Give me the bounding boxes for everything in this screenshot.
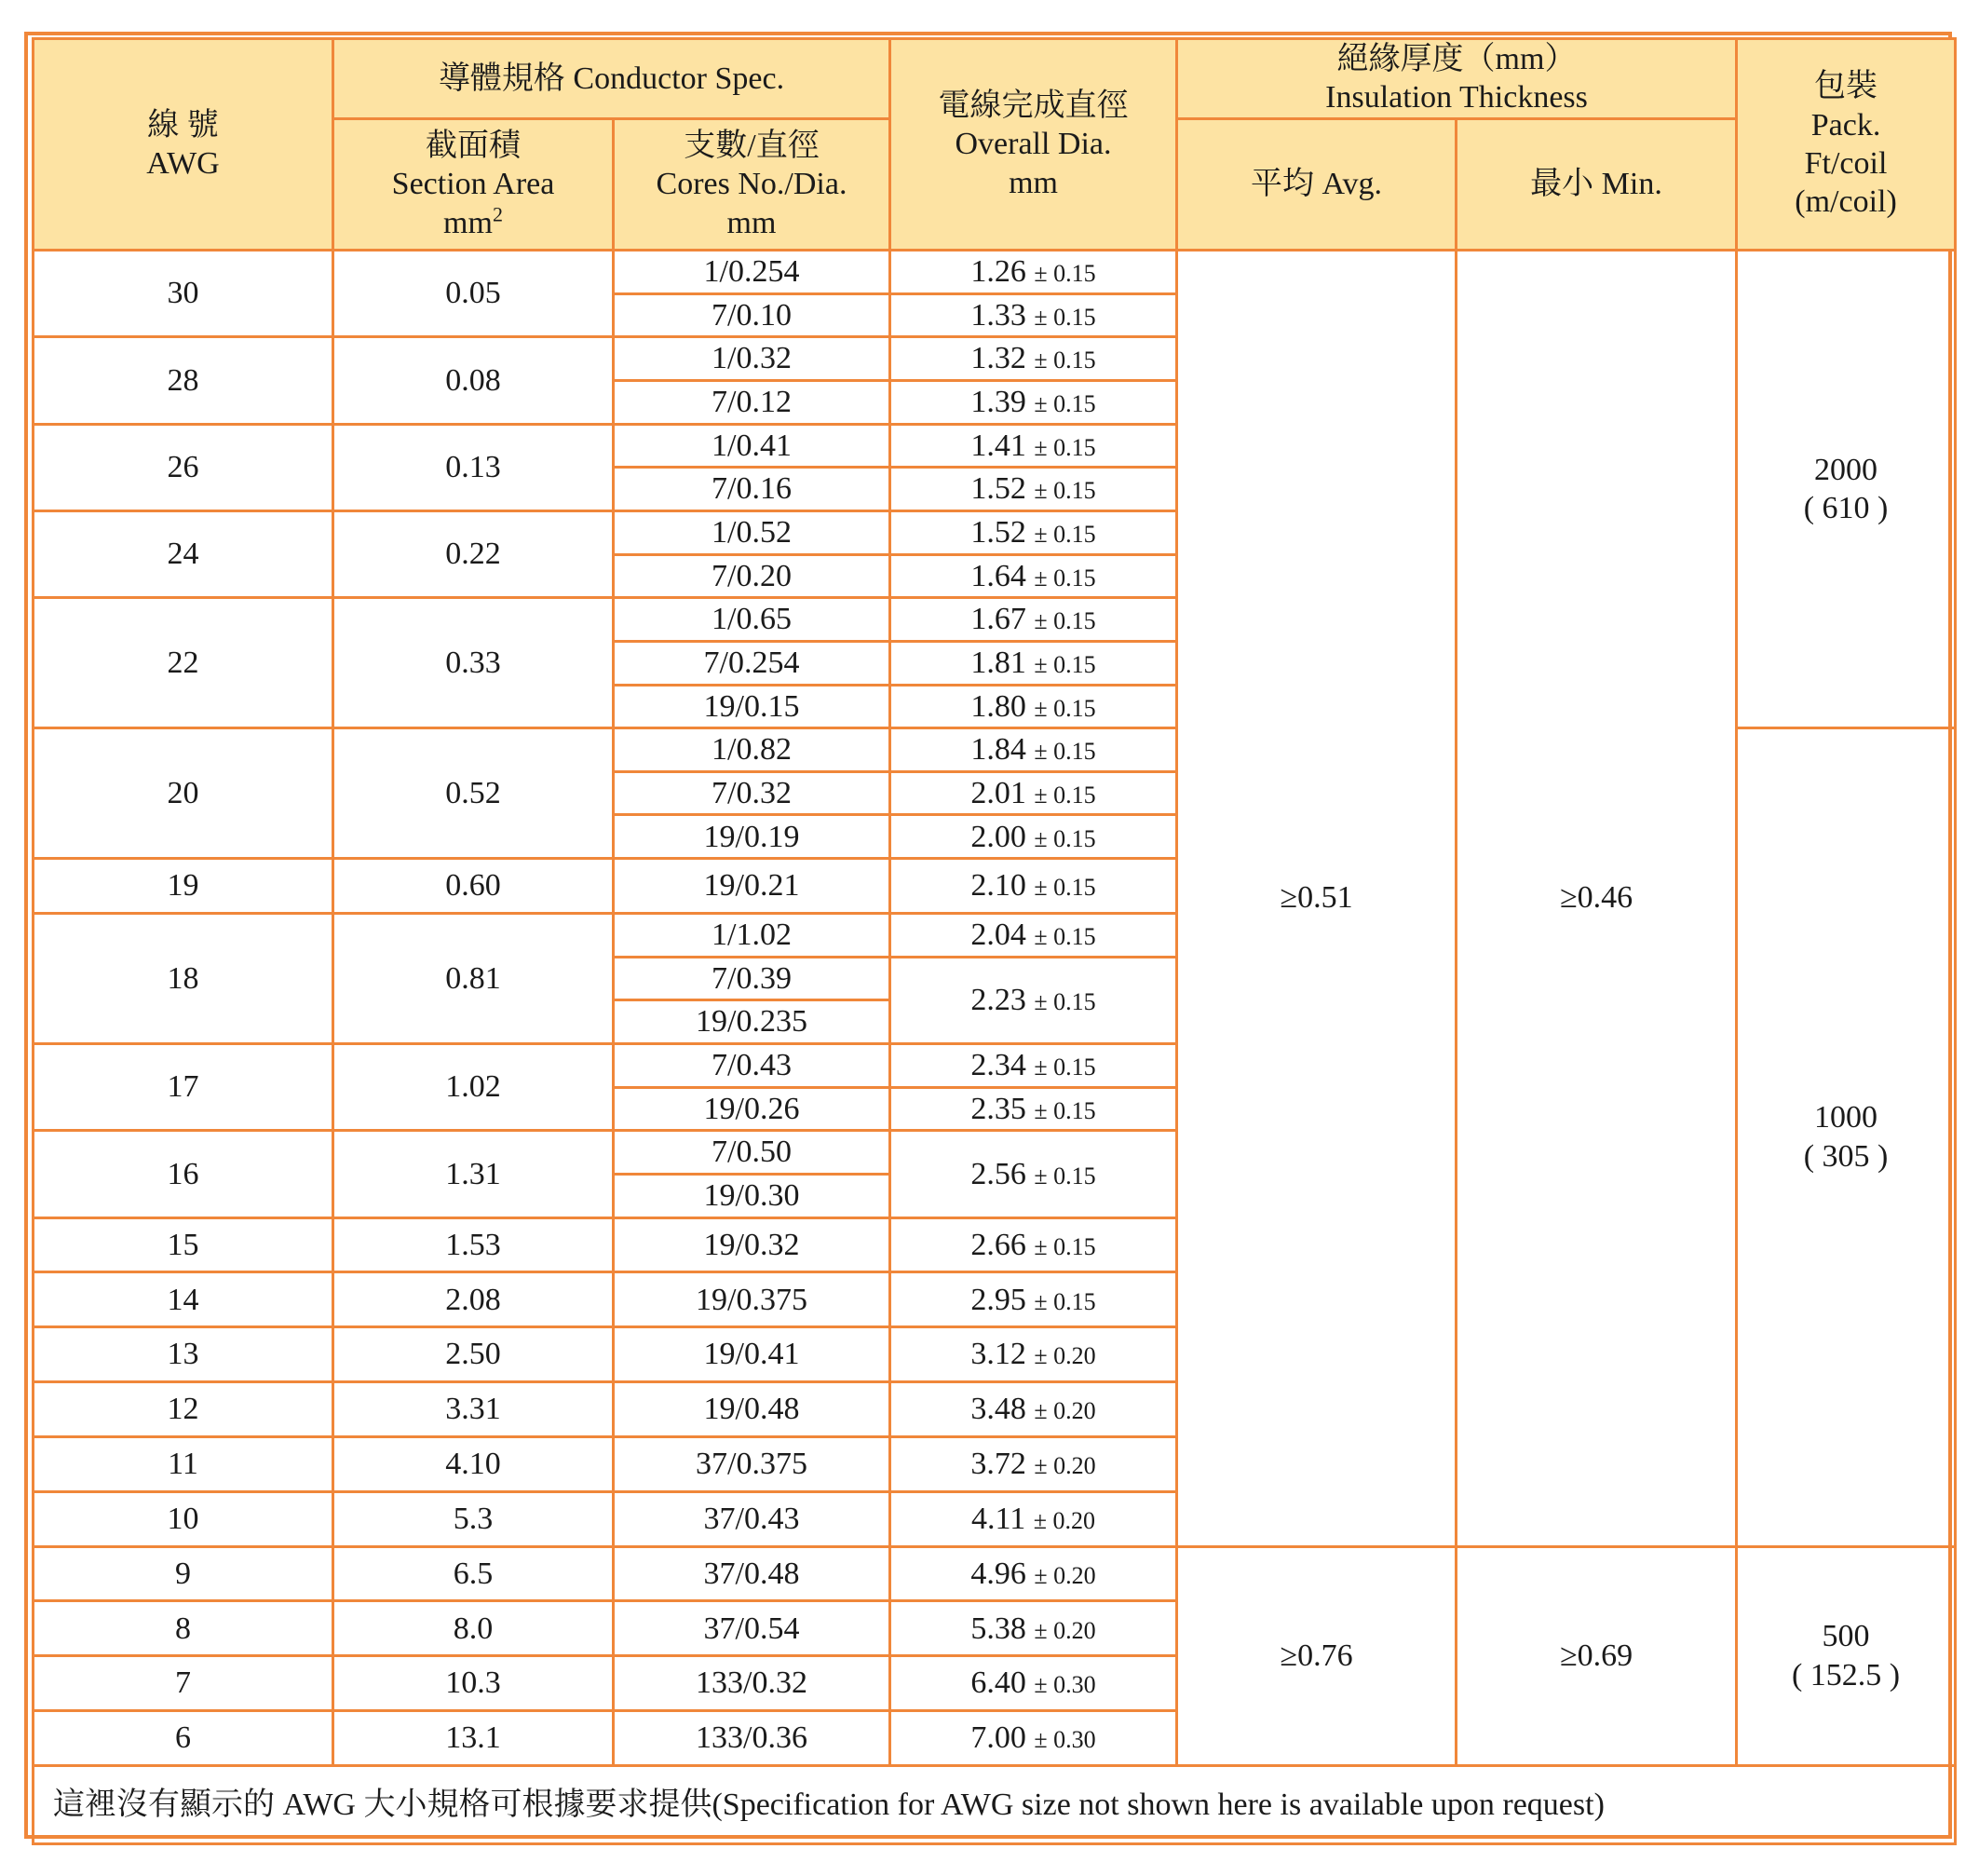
section-area-cell: 10.3: [333, 1656, 614, 1711]
section-area-cell: 13.1: [333, 1711, 614, 1766]
dia-value: 1.39: [970, 385, 1026, 419]
awg-cell: 24: [34, 510, 333, 597]
cores-cell: 1/0.65: [614, 598, 890, 642]
section-area-cell: 0.05: [333, 250, 614, 336]
dia-value: 5.38: [970, 1611, 1026, 1646]
section-area-cell: 8.0: [333, 1601, 614, 1656]
cores-cell: 7/0.39: [614, 957, 890, 1000]
overall-dia-cell: [890, 1131, 1177, 1217]
dia-value: 2.56: [970, 1156, 1026, 1191]
cores-cell: 37/0.43: [614, 1491, 890, 1546]
dia-tolerance: ± 0.15: [1034, 1096, 1096, 1124]
dia-tolerance: ± 0.15: [1034, 564, 1096, 591]
section-area-cell: 1.31: [333, 1131, 614, 1217]
section-area-cell: 0.08: [333, 337, 614, 424]
dia-tolerance: ± 0.15: [1034, 694, 1096, 722]
cores-cell: 19/0.30: [614, 1174, 890, 1217]
awg-cell: 12: [34, 1382, 333, 1437]
section-area-cell: 5.3: [333, 1491, 614, 1546]
overall-dia-cell: [890, 1601, 1177, 1656]
section-area-cell: 1.02: [333, 1043, 614, 1130]
awg-spec-table: [32, 37, 1957, 1845]
cores-cell: 7/0.50: [614, 1131, 890, 1175]
awg-cell: 22: [34, 598, 333, 728]
section-area-cell: 3.31: [333, 1382, 614, 1437]
section-area-cell: 0.60: [333, 859, 614, 914]
overall-dia-cell: [890, 685, 1177, 728]
dia-tolerance: ± 0.15: [1034, 260, 1096, 288]
overall-dia-cell: [890, 641, 1177, 685]
cores-cell: 7/0.20: [614, 554, 890, 598]
awg-cell: 18: [34, 913, 333, 1043]
header-overall-dia: 電線完成直徑 Overall Dia. mm: [890, 39, 1177, 251]
dia-tolerance: ± 0.15: [1034, 1232, 1096, 1260]
cores-cell: 7/0.16: [614, 468, 890, 511]
section-area-cell: 0.52: [333, 728, 614, 859]
awg-cell: 11: [34, 1436, 333, 1491]
dia-value: 1.84: [970, 732, 1026, 768]
awg-cell: 9: [34, 1546, 333, 1601]
cores-cell: 19/0.32: [614, 1217, 890, 1272]
cores-cell: 1/0.41: [614, 424, 890, 468]
cores-cell: 37/0.48: [614, 1546, 890, 1601]
pack-cell: 1000 ( 305 ): [1737, 728, 1956, 1546]
insulation-min-cell: ≥0.46: [1457, 250, 1737, 1546]
overall-dia-cell: [890, 250, 1177, 293]
overall-dia-cell: [890, 1327, 1177, 1382]
overall-dia-cell: [890, 510, 1177, 554]
dia-value: 2.95: [970, 1282, 1026, 1317]
overall-dia-cell: [890, 293, 1177, 337]
overall-dia-cell: [890, 1272, 1177, 1327]
overall-dia-cell: [890, 913, 1177, 957]
overall-dia-cell: [890, 1043, 1177, 1087]
cores-cell: 1/0.82: [614, 728, 890, 772]
dia-value: 4.11: [971, 1501, 1026, 1536]
dia-tolerance: ± 0.15: [1034, 874, 1096, 902]
dia-value: 6.40: [970, 1665, 1026, 1701]
cores-cell: 19/0.375: [614, 1272, 890, 1327]
section-area-cell: 6.5: [333, 1546, 614, 1601]
awg-cell: 14: [34, 1272, 333, 1327]
dia-tolerance: ± 0.20: [1034, 1452, 1096, 1480]
dia-tolerance: ± 0.20: [1034, 1342, 1096, 1370]
insulation-avg-cell: ≥0.76: [1177, 1546, 1457, 1765]
dia-value: 1.64: [970, 558, 1026, 593]
header-conductor-spec: 導體規格 Conductor Spec.: [333, 39, 890, 119]
cores-cell: 7/0.32: [614, 771, 890, 815]
awg-cell: 19: [34, 859, 333, 914]
section-area-cell: 1.53: [333, 1217, 614, 1272]
dia-value: 4.96: [970, 1556, 1026, 1591]
awg-cell: 20: [34, 728, 333, 859]
overall-dia-cell: [890, 1436, 1177, 1491]
dia-tolerance: ± 0.15: [1034, 923, 1096, 951]
overall-dia-cell: [890, 1711, 1177, 1766]
dia-value: 2.10: [970, 868, 1026, 904]
awg-cell: 7: [34, 1656, 333, 1711]
section-area-cell: 0.33: [333, 598, 614, 728]
header-section-area: 截面積 Section Area $mm^2$: [333, 118, 614, 250]
overall-dia-cell: [890, 815, 1177, 859]
dia-tolerance: ± 0.15: [1034, 1054, 1096, 1081]
overall-dia-cell: [890, 1656, 1177, 1711]
insulation-min-cell: ≥0.69: [1457, 1546, 1737, 1765]
pack-cell: 500 ( 152.5 ): [1737, 1546, 1956, 1765]
dia-tolerance: ± 0.15: [1034, 607, 1096, 635]
awg-cell: 6: [34, 1711, 333, 1766]
dia-tolerance: ± 0.15: [1034, 988, 1096, 1016]
section-area-cell: 2.08: [333, 1272, 614, 1327]
dia-value: 3.72: [970, 1447, 1026, 1482]
cores-cell: 1/0.52: [614, 510, 890, 554]
dia-value: 1.26: [970, 254, 1026, 290]
overall-dia-cell: [890, 1382, 1177, 1437]
overall-dia-cell: [890, 771, 1177, 815]
overall-dia-cell: [890, 554, 1177, 598]
awg-cell: 13: [34, 1327, 333, 1382]
dia-tolerance: ± 0.15: [1034, 347, 1096, 374]
dia-tolerance: ± 0.15: [1034, 303, 1096, 331]
overall-dia-cell: [890, 728, 1177, 772]
header-avg: 平均 Avg.: [1177, 118, 1457, 250]
dia-tolerance: ± 0.20: [1034, 1616, 1096, 1644]
overall-dia-cell: [890, 598, 1177, 642]
header-cores: 支數/直徑 Cores No./Dia. mm: [614, 118, 890, 250]
dia-value: 3.12: [970, 1337, 1026, 1372]
dia-value: 1.41: [970, 428, 1026, 463]
cores-cell: 7/0.254: [614, 641, 890, 685]
dia-value: 1.52: [970, 471, 1026, 507]
overall-dia-cell: [890, 468, 1177, 511]
dia-value: 2.35: [970, 1091, 1026, 1126]
overall-dia-cell: [890, 380, 1177, 424]
dia-value: 3.48: [970, 1392, 1026, 1427]
dia-tolerance: ± 0.15: [1034, 477, 1096, 505]
cores-cell: 7/0.10: [614, 293, 890, 337]
overall-dia-cell: [890, 337, 1177, 381]
dia-value: 7.00: [970, 1720, 1026, 1756]
header-pack: 包裝 Pack. Ft/coil (m/coil): [1737, 39, 1956, 251]
table-row: [34, 1546, 1956, 1601]
dia-value: 1.52: [970, 514, 1026, 550]
cores-cell: 19/0.48: [614, 1382, 890, 1437]
header-insulation: 絕緣厚度（mm） Insulation Thickness: [1177, 39, 1737, 119]
overall-dia-cell: [890, 1546, 1177, 1601]
footnote: 這裡沒有顯示的 AWG 大小規格可根據要求提供(Specification for AWG size not shown here is available upon request): [34, 1766, 1956, 1844]
section-area-cell: 0.22: [333, 510, 614, 597]
dia-value: 1.80: [970, 688, 1026, 724]
awg-cell: 10: [34, 1491, 333, 1546]
cores-cell: 19/0.21: [614, 859, 890, 914]
dia-value: 2.01: [970, 775, 1026, 810]
cores-cell: 19/0.15: [614, 685, 890, 728]
dia-value: 2.34: [970, 1048, 1026, 1083]
awg-cell: 26: [34, 424, 333, 510]
dia-tolerance: ± 0.20: [1034, 1561, 1096, 1589]
awg-cell: 30: [34, 250, 333, 336]
section-area-cell: 0.81: [333, 913, 614, 1043]
cores-cell: 133/0.36: [614, 1711, 890, 1766]
cores-cell: 37/0.375: [614, 1436, 890, 1491]
dia-tolerance: ± 0.30: [1034, 1671, 1096, 1699]
dia-value: 1.67: [970, 602, 1026, 637]
section-area-cell: 0.13: [333, 424, 614, 510]
dia-tolerance: ± 0.15: [1034, 390, 1096, 417]
overall-dia-cell: [890, 1491, 1177, 1546]
insulation-avg-cell: ≥0.51: [1177, 250, 1457, 1546]
awg-cell: 28: [34, 337, 333, 424]
awg-cell: 17: [34, 1043, 333, 1130]
awg-cell: 16: [34, 1131, 333, 1217]
overall-dia-cell: [890, 424, 1177, 468]
dia-value: 2.23: [970, 983, 1026, 1018]
cores-cell: 1/0.254: [614, 250, 890, 293]
overall-dia-cell: [890, 1217, 1177, 1272]
overall-dia-cell: [890, 1087, 1177, 1131]
cores-cell: 37/0.54: [614, 1601, 890, 1656]
dia-value: 1.81: [970, 645, 1026, 680]
cores-cell: 1/1.02: [614, 913, 890, 957]
dia-tolerance: ± 0.15: [1034, 650, 1096, 678]
dia-value: 2.66: [970, 1227, 1026, 1262]
cores-cell: 19/0.235: [614, 1000, 890, 1044]
cores-cell: 133/0.32: [614, 1656, 890, 1711]
awg-cell: 8: [34, 1601, 333, 1656]
dia-value: 1.32: [970, 341, 1026, 376]
overall-dia-cell: [890, 957, 1177, 1043]
table-row: [34, 250, 1956, 293]
header-min: 最小 Min.: [1457, 118, 1737, 250]
cores-cell: 19/0.41: [614, 1327, 890, 1382]
dia-value: 1.33: [970, 297, 1026, 333]
dia-tolerance: ± 0.30: [1034, 1726, 1096, 1754]
section-area-cell: 2.50: [333, 1327, 614, 1382]
cores-cell: 19/0.26: [614, 1087, 890, 1131]
dia-tolerance: ± 0.15: [1034, 433, 1096, 461]
cores-cell: 19/0.19: [614, 815, 890, 859]
dia-tolerance: ± 0.20: [1034, 1397, 1096, 1425]
dia-tolerance: ± 0.15: [1034, 781, 1096, 809]
dia-tolerance: ± 0.15: [1034, 824, 1096, 852]
dia-value: 2.04: [970, 918, 1026, 953]
dia-value: 2.00: [970, 819, 1026, 854]
dia-tolerance: ± 0.15: [1034, 1287, 1096, 1315]
header-awg: 線 號 AWG: [34, 39, 333, 251]
cores-cell: 1/0.32: [614, 337, 890, 381]
awg-cell: 15: [34, 1217, 333, 1272]
cores-cell: 7/0.12: [614, 380, 890, 424]
overall-dia-cell: [890, 859, 1177, 914]
dia-tolerance: ± 0.15: [1034, 1162, 1096, 1189]
section-area-cell: 4.10: [333, 1436, 614, 1491]
dia-tolerance: ± 0.15: [1034, 520, 1096, 548]
pack-cell: 2000 ( 610 ): [1737, 250, 1956, 727]
dia-tolerance: ± 0.20: [1033, 1506, 1096, 1534]
dia-tolerance: ± 0.15: [1034, 738, 1096, 766]
cores-cell: 7/0.43: [614, 1043, 890, 1087]
